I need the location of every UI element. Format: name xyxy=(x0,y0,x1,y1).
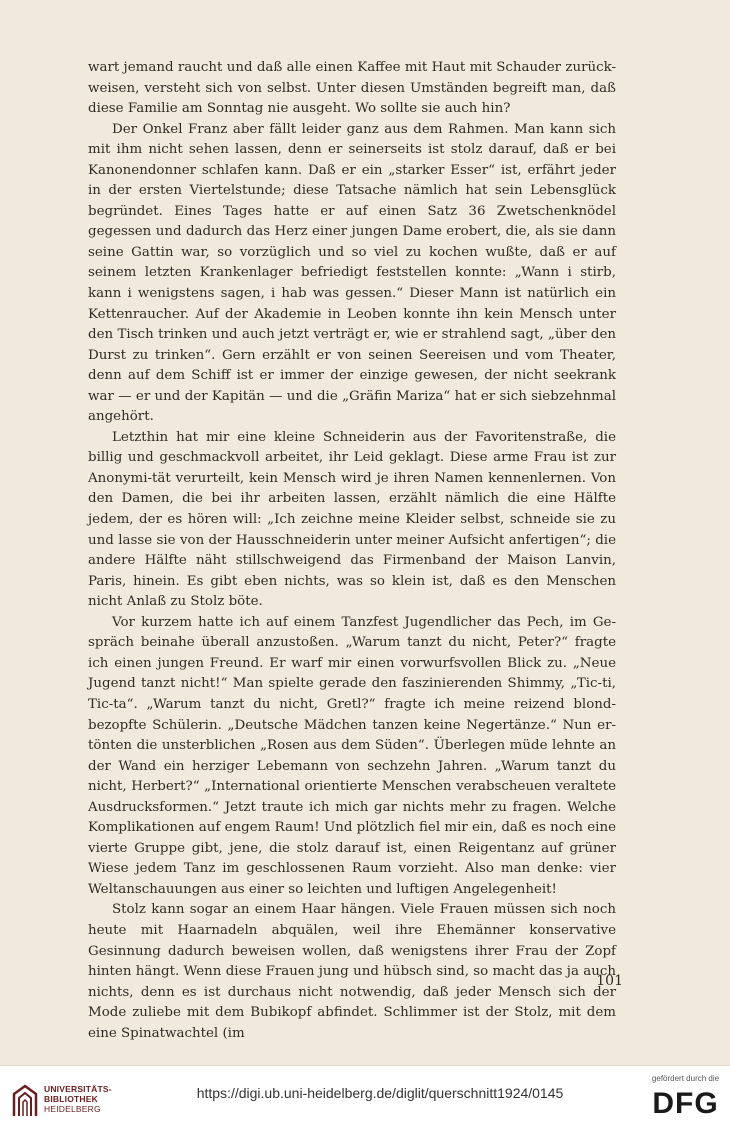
viewer-footer xyxy=(0,1065,730,1127)
library-name-line: BIBLIOTHEK xyxy=(44,1094,98,1104)
body-text xyxy=(88,58,616,1044)
paragraph: Der Onkel Franz aber fällt leider ganz aus dem Rahmen. Man kann sich mit ihm nicht sehen lassen, denn er seinerseits ist stolz darauf, daß er bei Kanonendonner schlafen kann. Daß er ein „starker Esser“ ist, erfährt jeder in der ersten Viertelstunde; diese Tatsache nämlich hat sein Lebensglück begründet. Eines Tages hatte er auf einen Satz 36 Zwetschenknödel gegessen und dadurch das Herz einer jungen Dame erobert, die, als sie dann seine Gattin war, so vorzüglich und so viel zu kochen wußte, daß er auf seinem letzten Krankenlager befriedigt feststellen konnte: „Wann i stirb, kann i wenigstens sagen, i hab was gessen.“ Dieser Mann ist natürlich ein Kettenraucher. Auf der Akademie in Leoben konnte ihn kein Mensch unter den Tisch trinken und auch jetzt verträgt er, wie er strahlend sagt, „über den Durst zu trinken“. Gern erzählt er von seinen Seereisen und vom Theater, denn auf dem Schiff ist er immer der einzige gewesen, der nicht seekrank war — er und der Kapitän — und die „Gräfin Mariza“ hat er sich siebzehnmal angehört. xyxy=(88,121,616,425)
dfg-logo: DFG xyxy=(652,1087,719,1120)
university-library-logo-icon[interactable] xyxy=(10,1082,40,1118)
funding-caption: gefördert durch die xyxy=(651,1074,720,1083)
library-name xyxy=(44,1084,134,1114)
paragraph: Stolz kann sogar an einem Haar hängen. Viele Frauen müssen sich noch heute mit Haarnadeln abquälen, weil ihre Ehemänner konservative Gesinnung dadurch beweisen wollen, daß wenigstens ihrer Frau der Zopf hinten hängt. Wenn diese Frauen jung und hübsch sind, so macht das ja auch nichts, denn es ist durchaus nicht notwendig, daß jeder Mensch sich der Mode zuliebe mit dem Bubikopf abfindet. Schlimmer ist der Stolz, mit dem eine Spinatwachtel (im xyxy=(88,902,616,1041)
paragraph: Vor kurzem hatte ich auf einem Tanzfest Jugendlicher das Pech, im Ge-spräch beinahe überall anzustoßen. „Warum tanzt du nicht, Peter?“ fragte ich einen jungen Freund. Er warf mir einen vorwurfsvollen Blick zu. „Neue Jugend tanzt nicht!“ Man spielte gerade den faszinierenden Shimmy, „Tic-ti, Tic-ta“. „Warum tanzt du nicht, Gretl?“ fragte ich meine reizend blond-bezopfte Schülerin. „Deutsche Mädchen tanzen keine Negertänze.“ Nun er-tönten die unsterblichen „Rosen aus dem Süden“. Überlegen müde lehnte an der Wand ein herziger Lebemann von sechzehn Jahren. „Warum tanzt du nicht, Herbert?“ „International orientierte Menschen verabscheuen veraltete Ausdrucksformen.“ Jetzt traute ich mich gar nichts mehr zu fragen. Welche Komplikationen auf engem Raum! Und plötzlich fiel mir ein, daß es noch eine vierte Gruppe gibt, jene, die stolz darauf ist, einen Reigentanz auf grüner Wiese jedem Tanz im geschlossenen Raum vorzieht. Also man denke: vier Weltanschauungen aus einer so leichten und luftigen Angelegenheit! xyxy=(88,614,616,897)
paragraph: wart jemand raucht und daß alle einen Kaffee mit Haut mit Schauder zurück-weisen, versteht sich von selbst. Unter diesen Umständen begreift man, daß diese Familie am Sonntag nie ausgeht. Wo sollte sie auch hin? xyxy=(88,60,616,117)
page-number: 101 xyxy=(596,973,623,989)
permalink-url[interactable]: https://digi.ub.uni-heidelberg.de/diglit/querschnitt1924/0145 xyxy=(196,1085,564,1101)
dfg-funding[interactable] xyxy=(648,1074,723,1122)
paragraph: Letzthin hat mir eine kleine Schneiderin aus der Favoritenstraße, die billig und geschmackvoll arbeitet, ihr Leid geklagt. Diese arme Frau ist zur Anonymi-tät verurteilt, kein Mensch wird je ihren Namen kennenlernen. Von den Damen, die bei ihr arbeiten lassen, erzählt nämlich die eine Hälfte jedem, der es hören will: „Ich zeichne meine Kleider selbst, schneide sie zu und lasse sie von der Hausschneiderin unter meiner Aufsicht anfertigen“; die andere Hälfte näht stillschweigend das Firmenband der Maison Lanvin, Paris, hinein. Es gibt eben nichts, was so klein ist, daß es den Menschen nicht Anlaß zu Stolz böte. xyxy=(88,429,616,610)
library-name-line: UNIVERSITÄTS- xyxy=(44,1084,112,1094)
library-name-line: HEIDELBERG xyxy=(44,1104,101,1114)
